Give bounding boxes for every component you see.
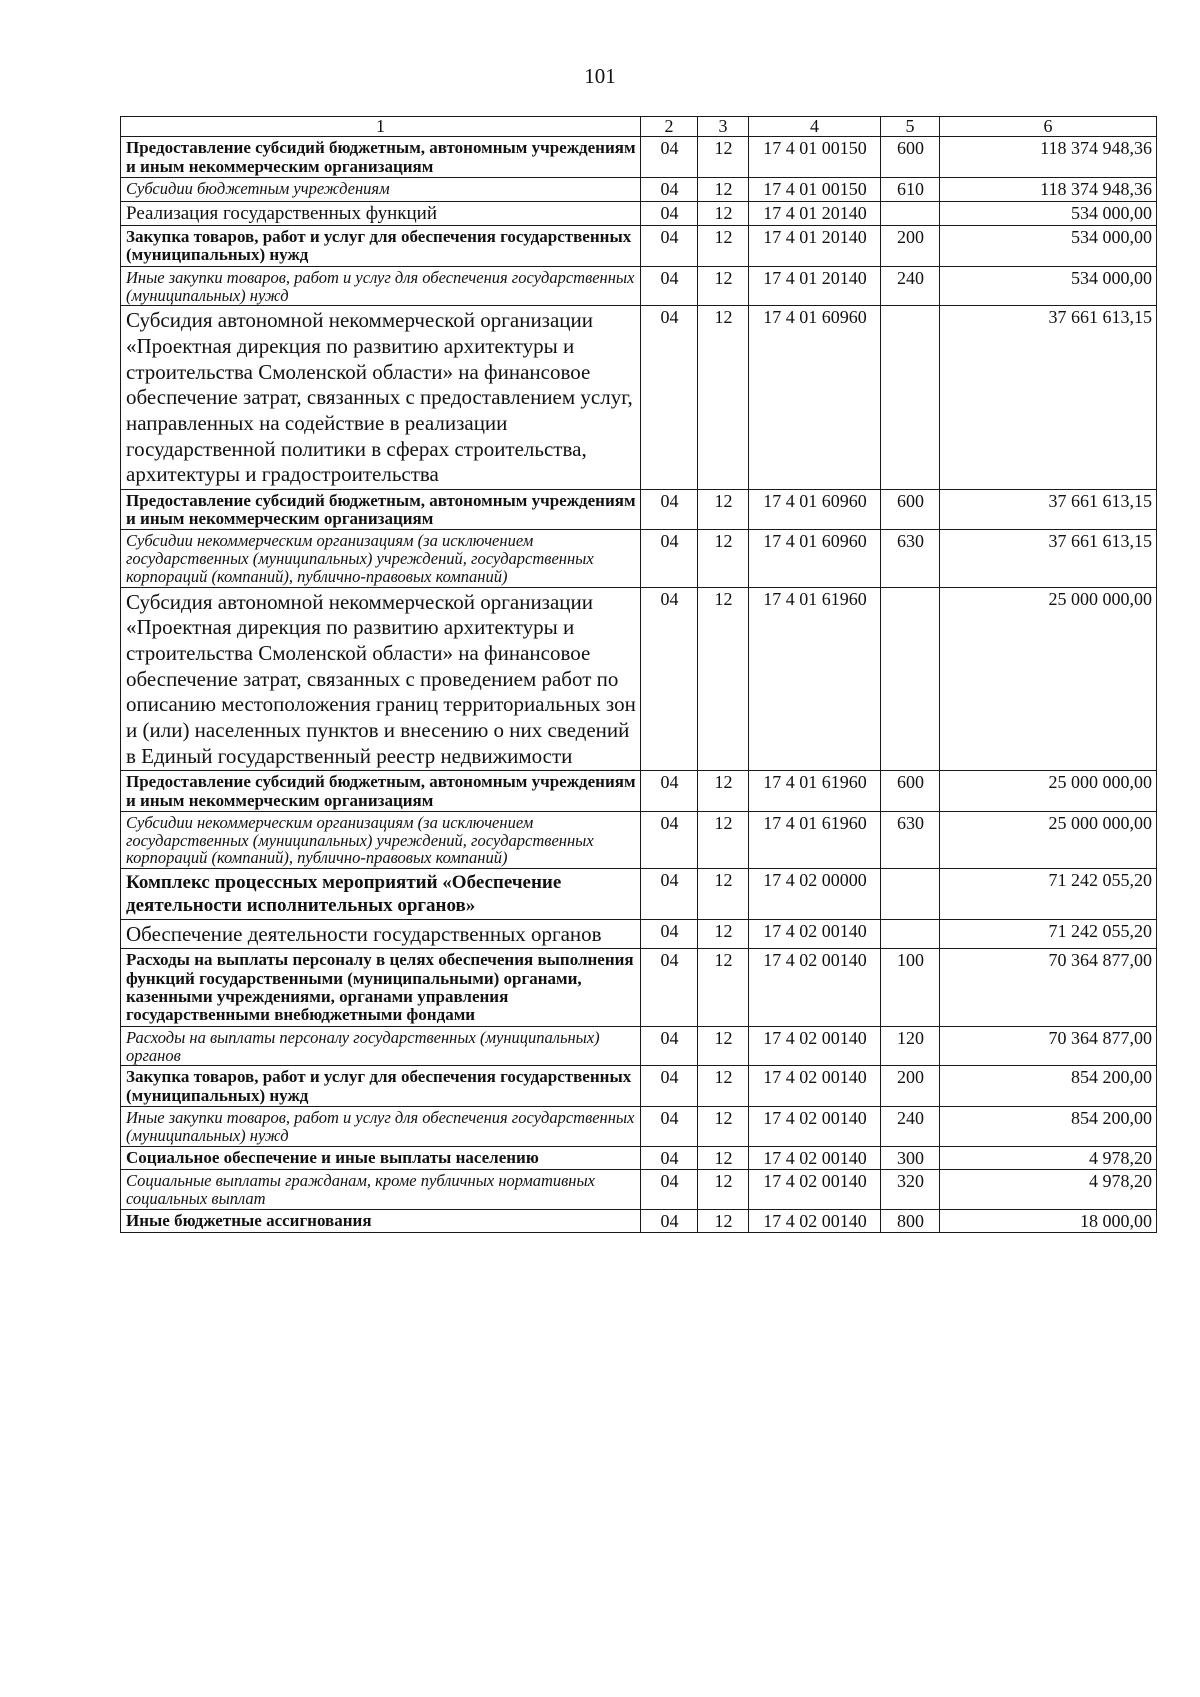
amount-cell: 854 200,00 (940, 1107, 1157, 1147)
amount-cell: 118 374 948,36 (940, 178, 1157, 201)
target-article-code-cell: 17 4 01 20140 (749, 266, 881, 306)
expense-type-code-cell: 120 (881, 1026, 940, 1066)
target-article-code-cell: 17 4 02 00140 (749, 919, 881, 949)
target-article-code-cell: 17 4 01 00150 (749, 178, 881, 201)
expense-type-code-cell: 240 (881, 266, 940, 306)
section-code-cell: 04 (641, 771, 698, 812)
table-row (121, 1146, 1157, 1169)
expense-name-cell: Закупка товаров, работ и услуг для обеспечения государственных (муниципальных) нужд (121, 226, 641, 267)
target-article-code-cell: 17 4 02 00140 (749, 949, 881, 1026)
amount-cell: 854 200,00 (940, 1066, 1157, 1107)
target-article-code-cell: 17 4 02 00140 (749, 1209, 881, 1232)
expense-name-cell: Расходы на выплаты персоналу в целях обеспечения выполнения функций государственными (муниципальными) органами, казенными учреждениями, органами управления государственными внебюджетными фондами (121, 949, 641, 1026)
amount-cell: 118 374 948,36 (940, 137, 1157, 178)
expense-type-code-cell: 240 (881, 1107, 940, 1147)
expense-name-cell: Иные бюджетные ассигнования (121, 1209, 641, 1232)
target-article-code-cell: 17 4 01 20140 (749, 226, 881, 267)
subsection-code-cell: 12 (698, 178, 749, 201)
section-code-cell: 04 (641, 869, 698, 919)
table-row (121, 771, 1157, 812)
expense-name-cell: Предоставление субсидий бюджетным, автономным учреждениям и иным некоммерческим организациям (121, 137, 641, 178)
table-row (121, 1209, 1157, 1232)
expense-name-cell: Иные закупки товаров, работ и услуг для обеспечения государственных (муниципальных) нужд (121, 1107, 641, 1147)
table-body (121, 137, 1157, 1233)
subsection-code-cell: 12 (698, 201, 749, 226)
section-code-cell: 04 (641, 1066, 698, 1107)
section-code-cell: 04 (641, 1026, 698, 1066)
subsection-code-cell: 12 (698, 266, 749, 306)
subsection-code-cell: 12 (698, 771, 749, 812)
section-code-cell: 04 (641, 1107, 698, 1147)
column-header: 2 (641, 117, 698, 137)
table-row (121, 178, 1157, 201)
amount-cell: 37 661 613,15 (940, 530, 1157, 587)
section-code-cell: 04 (641, 1209, 698, 1232)
header-row (121, 117, 1157, 137)
column-header: 3 (698, 117, 749, 137)
amount-cell: 534 000,00 (940, 201, 1157, 226)
amount-cell: 4 978,20 (940, 1170, 1157, 1210)
subsection-code-cell: 12 (698, 1026, 749, 1066)
amount-cell: 534 000,00 (940, 226, 1157, 267)
amount-cell: 25 000 000,00 (940, 811, 1157, 868)
table-row (121, 919, 1157, 949)
subsection-code-cell: 12 (698, 1066, 749, 1107)
expense-type-code-cell: 610 (881, 178, 940, 201)
target-article-code-cell: 17 4 01 00150 (749, 137, 881, 178)
page-number: 101 (584, 64, 616, 88)
table-row (121, 949, 1157, 1026)
expense-type-code-cell (881, 919, 940, 949)
subsection-code-cell: 12 (698, 919, 749, 949)
expense-type-code-cell: 600 (881, 489, 940, 530)
section-code-cell: 04 (641, 587, 698, 770)
subsection-code-cell: 12 (698, 226, 749, 267)
target-article-code-cell: 17 4 01 61960 (749, 811, 881, 868)
section-code-cell: 04 (641, 919, 698, 949)
section-code-cell: 04 (641, 306, 698, 489)
table-row (121, 226, 1157, 267)
expense-name-cell: Субсидии некоммерческим организациям (за исключением государственных (муниципальных) учреждений, государственных корпораций (компаний), публично-правовых компаний) (121, 811, 641, 868)
expense-type-code-cell (881, 306, 940, 489)
subsection-code-cell: 12 (698, 1107, 749, 1147)
budget-table (120, 116, 1157, 1233)
expense-name-cell: Социальное обеспечение и иные выплаты населению (121, 1146, 641, 1169)
table-row (121, 266, 1157, 306)
target-article-code-cell: 17 4 01 61960 (749, 771, 881, 812)
expense-type-code-cell: 320 (881, 1170, 940, 1210)
table-row (121, 1026, 1157, 1066)
section-code-cell: 04 (641, 201, 698, 226)
section-code-cell: 04 (641, 266, 698, 306)
expense-type-code-cell (881, 587, 940, 770)
target-article-code-cell: 17 4 02 00140 (749, 1026, 881, 1066)
table-row (121, 587, 1157, 770)
table-row (121, 1170, 1157, 1210)
table-row (121, 530, 1157, 587)
target-article-code-cell: 17 4 01 61960 (749, 587, 881, 770)
expense-name-cell: Предоставление субсидий бюджетным, автономным учреждениям и иным некоммерческим организациям (121, 771, 641, 812)
expense-type-code-cell: 600 (881, 771, 940, 812)
subsection-code-cell: 12 (698, 869, 749, 919)
column-header: 5 (881, 117, 940, 137)
subsection-code-cell: 12 (698, 137, 749, 178)
subsection-code-cell: 12 (698, 530, 749, 587)
expense-name-cell: Социальные выплаты гражданам, кроме публичных нормативных социальных выплат (121, 1170, 641, 1210)
section-code-cell: 04 (641, 949, 698, 1026)
expense-name-cell: Реализация государственных функций (121, 201, 641, 226)
table-row (121, 1066, 1157, 1107)
expense-type-code-cell: 300 (881, 1146, 940, 1169)
column-header: 4 (749, 117, 881, 137)
expense-type-code-cell: 200 (881, 226, 940, 267)
target-article-code-cell: 17 4 01 20140 (749, 201, 881, 226)
section-code-cell: 04 (641, 811, 698, 868)
amount-cell: 25 000 000,00 (940, 587, 1157, 770)
amount-cell: 71 242 055,20 (940, 869, 1157, 919)
subsection-code-cell: 12 (698, 489, 749, 530)
expense-type-code-cell (881, 869, 940, 919)
section-code-cell: 04 (641, 178, 698, 201)
amount-cell: 25 000 000,00 (940, 771, 1157, 812)
column-header: 1 (121, 117, 641, 137)
expense-name-cell: Субсидия автономной некоммерческой организации «Проектная дирекция по развитию архитектуры и строительства Смоленской области» на финансовое обеспечение затрат, связанных с предоставлением услуг, направленных на содействие в реализации государственной политики в сферах строительства, архитектуры и градостроительства (121, 306, 641, 489)
expense-type-code-cell: 630 (881, 530, 940, 587)
subsection-code-cell: 12 (698, 811, 749, 868)
expense-name-cell: Субсидии некоммерческим организациям (за исключением государственных (муниципальных) учреждений, государственных корпораций (компаний), публично-правовых компаний) (121, 530, 641, 587)
subsection-code-cell: 12 (698, 1170, 749, 1210)
amount-cell: 4 978,20 (940, 1146, 1157, 1169)
amount-cell: 71 242 055,20 (940, 919, 1157, 949)
subsection-code-cell: 12 (698, 949, 749, 1026)
expense-name-cell: Субсидии бюджетным учреждениям (121, 178, 641, 201)
table-header (121, 117, 1157, 137)
table-row (121, 201, 1157, 226)
subsection-code-cell: 12 (698, 587, 749, 770)
table-row (121, 306, 1157, 489)
expense-name-cell: Предоставление субсидий бюджетным, автономным учреждениям и иным некоммерческим организациям (121, 489, 641, 530)
amount-cell: 18 000,00 (940, 1209, 1157, 1232)
target-article-code-cell: 17 4 02 00140 (749, 1107, 881, 1147)
expense-name-cell: Расходы на выплаты персоналу государственных (муниципальных) органов (121, 1026, 641, 1066)
section-code-cell: 04 (641, 489, 698, 530)
target-article-code-cell: 17 4 01 60960 (749, 489, 881, 530)
amount-cell: 70 364 877,00 (940, 1026, 1157, 1066)
target-article-code-cell: 17 4 01 60960 (749, 530, 881, 587)
table-row (121, 1107, 1157, 1147)
expense-type-code-cell: 200 (881, 1066, 940, 1107)
expense-type-code-cell: 600 (881, 137, 940, 178)
expense-type-code-cell (881, 201, 940, 226)
subsection-code-cell: 12 (698, 1146, 749, 1169)
section-code-cell: 04 (641, 530, 698, 587)
section-code-cell: 04 (641, 1170, 698, 1210)
expense-type-code-cell: 100 (881, 949, 940, 1026)
expense-name-cell: Комплекс процессных мероприятий «Обеспечение деятельности исполнительных органов» (121, 869, 641, 919)
amount-cell: 37 661 613,15 (940, 306, 1157, 489)
target-article-code-cell: 17 4 01 60960 (749, 306, 881, 489)
section-code-cell: 04 (641, 226, 698, 267)
amount-cell: 534 000,00 (940, 266, 1157, 306)
expense-name-cell: Закупка товаров, работ и услуг для обеспечения государственных (муниципальных) нужд (121, 1066, 641, 1107)
column-header: 6 (940, 117, 1157, 137)
expense-name-cell: Иные закупки товаров, работ и услуг для обеспечения государственных (муниципальных) нужд (121, 266, 641, 306)
subsection-code-cell: 12 (698, 306, 749, 489)
expense-name-cell: Обеспечение деятельности государственных органов (121, 919, 641, 949)
expense-name-cell: Субсидия автономной некоммерческой организации «Проектная дирекция по развитию архитектуры и строительства Смоленской области» на финансовое обеспечение затрат, связанных с проведением работ по описанию местоположения границ территориальных зон и (или) населенных пунктов и внесению о них сведений в Единый государственный реестр недвижимости (121, 587, 641, 770)
target-article-code-cell: 17 4 02 00000 (749, 869, 881, 919)
section-code-cell: 04 (641, 137, 698, 178)
table-row (121, 811, 1157, 868)
table-row (121, 137, 1157, 178)
subsection-code-cell: 12 (698, 1209, 749, 1232)
expense-type-code-cell: 630 (881, 811, 940, 868)
section-code-cell: 04 (641, 1146, 698, 1169)
target-article-code-cell: 17 4 02 00140 (749, 1066, 881, 1107)
table-row (121, 869, 1157, 919)
target-article-code-cell: 17 4 02 00140 (749, 1170, 881, 1210)
target-article-code-cell: 17 4 02 00140 (749, 1146, 881, 1169)
amount-cell: 37 661 613,15 (940, 489, 1157, 530)
table-row (121, 489, 1157, 530)
amount-cell: 70 364 877,00 (940, 949, 1157, 1026)
expense-type-code-cell: 800 (881, 1209, 940, 1232)
